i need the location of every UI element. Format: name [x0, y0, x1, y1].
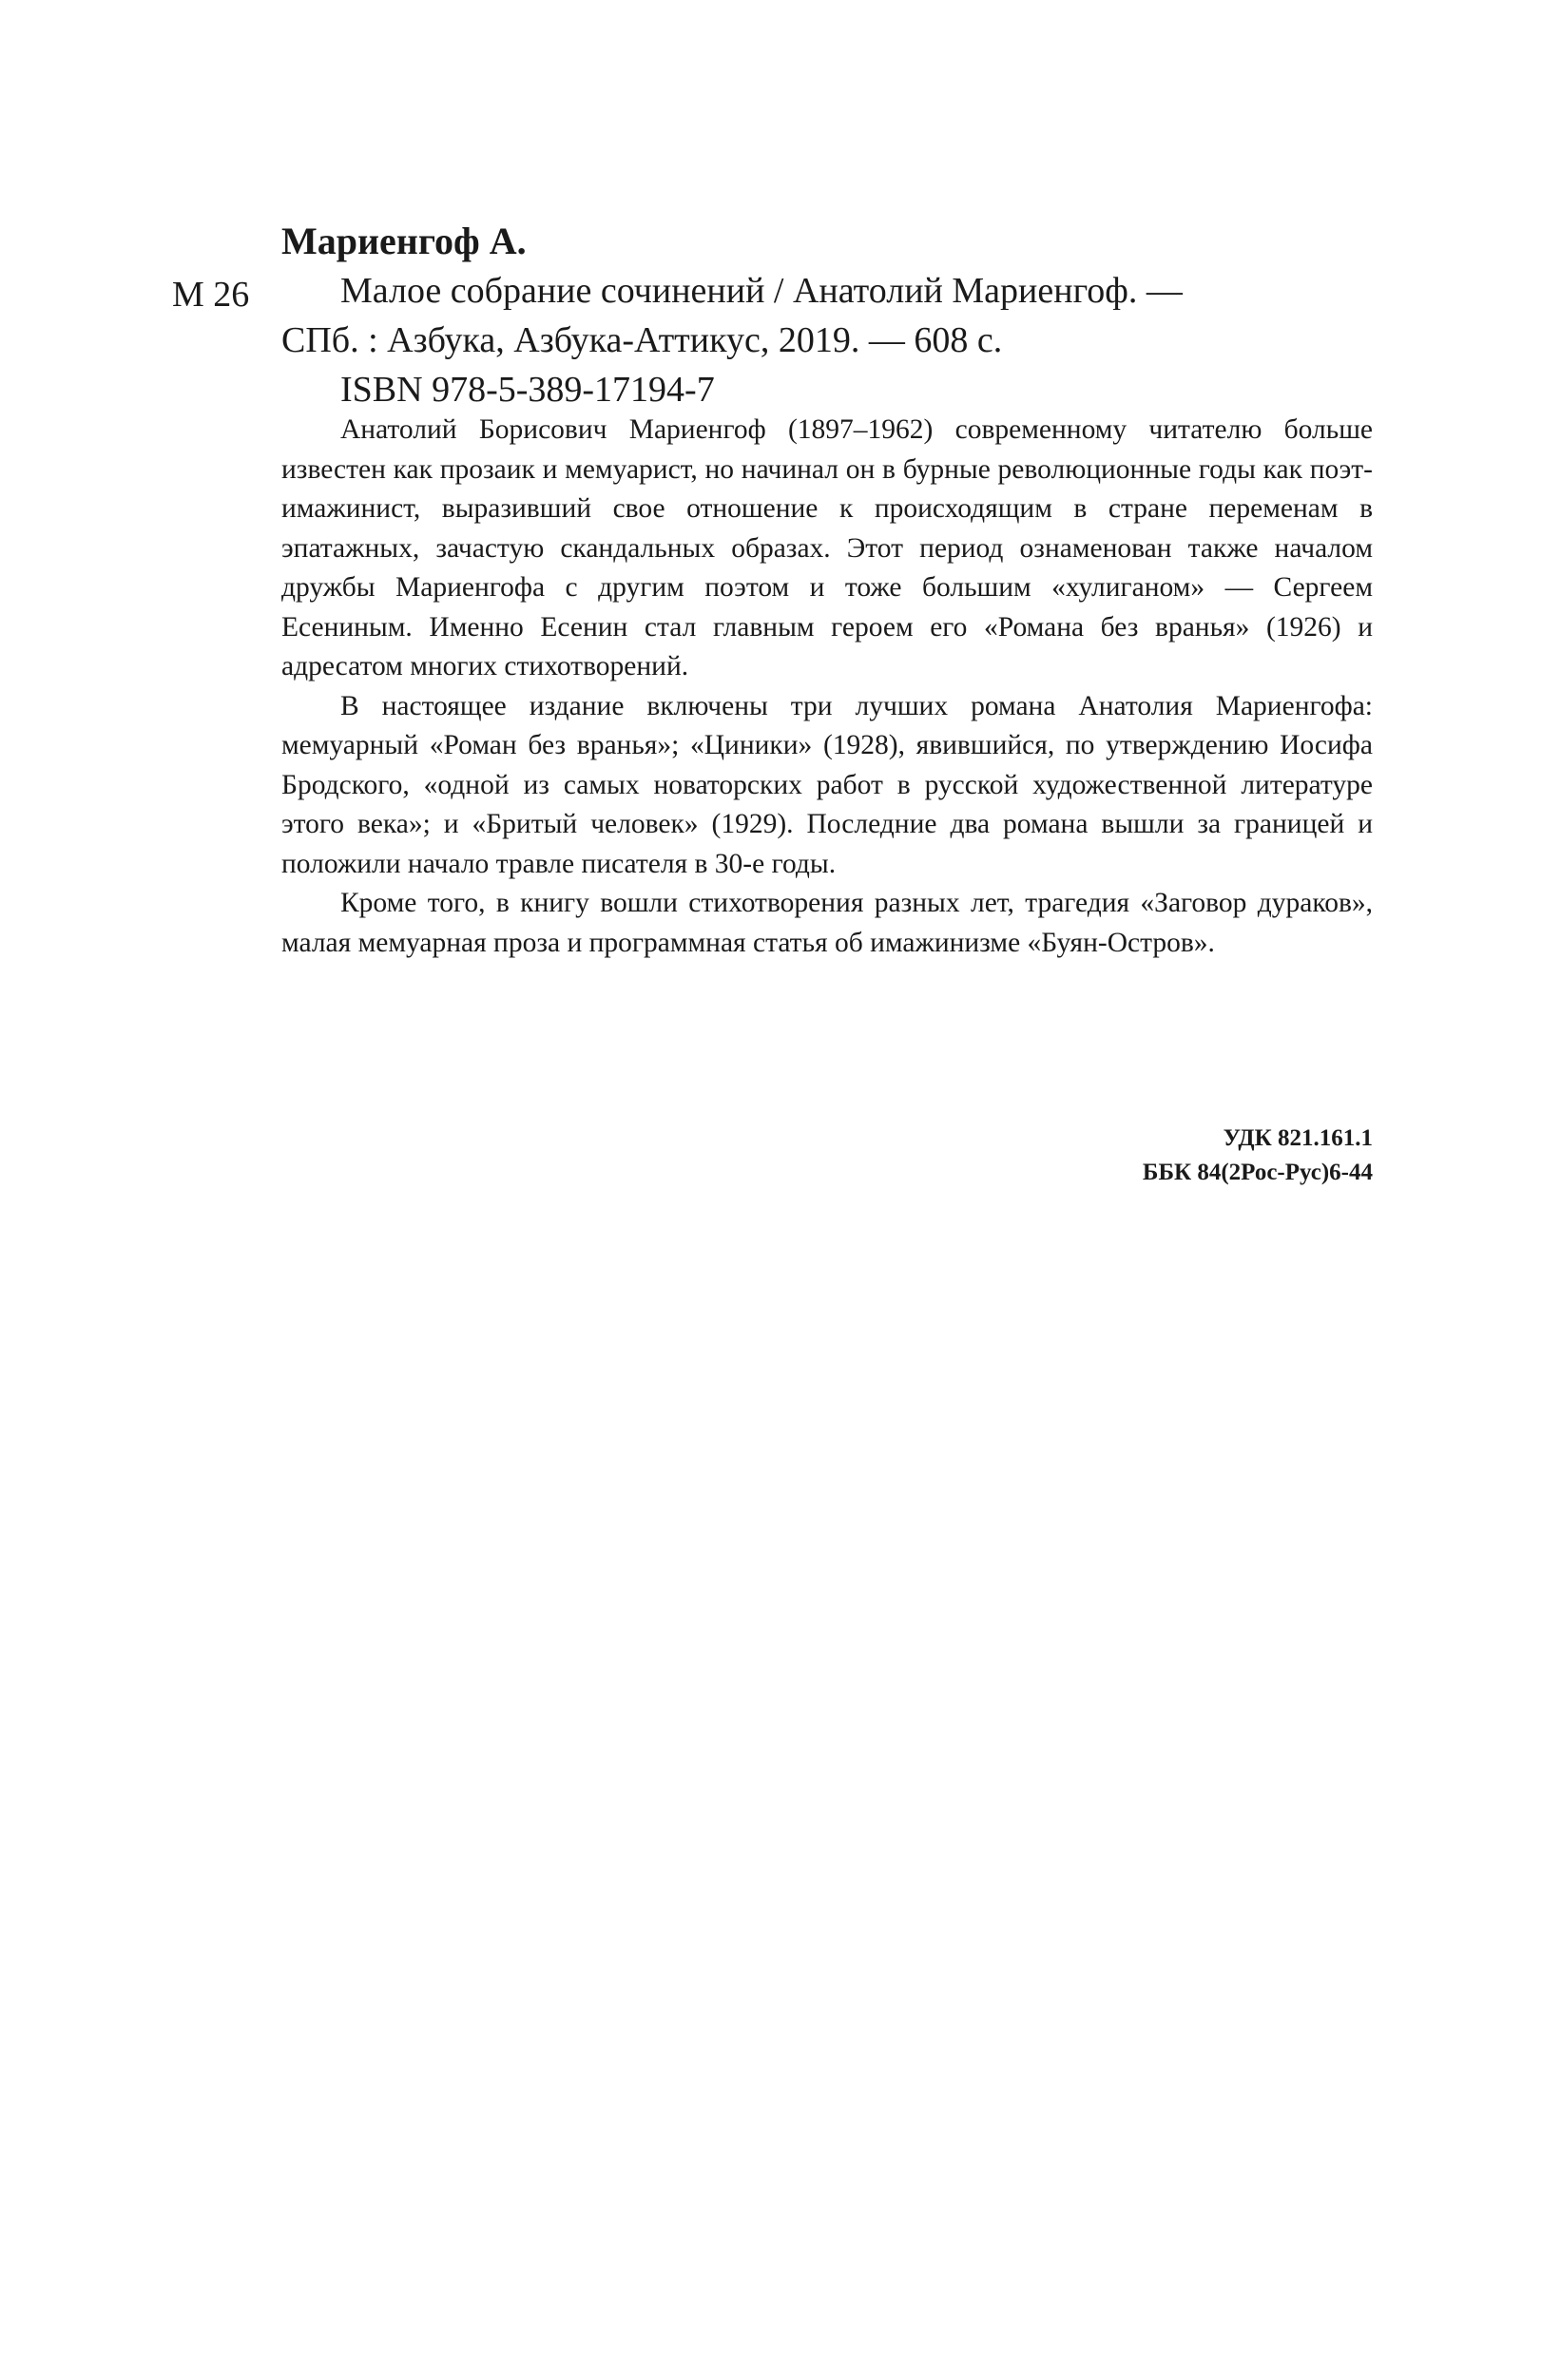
bibliographic-description [281, 266, 1384, 414]
bbk-code: ББК 84(2Рос-Рус)6-44 [1142, 1160, 1373, 1185]
isbn-line: ISBN 978-5-389-17194-7 [340, 370, 715, 410]
author-index-code: М 26 [172, 275, 250, 315]
publication-statement-line: СПб. : Азбука, Азбука-Аттикус, 2019. — 608 с. [281, 320, 1003, 360]
annotation-paragraph: Анатолий Борисович Мариенгоф (1897–1962) современному читателю больше известен как прозаик и мемуарист, но начинал он в бурные революционные годы как поэт-имажинист, выразивший свое отношение к происходящим в стране переменам в эпатажных, зачастую скандальных образах. Этот период ознаменован также началом дружбы Мариенгофа с другим поэтом и тоже большим «хулиганом» — Сергеем Есениным. Именно Есенин стал главным героем его «Романа без вранья» (1926) и адресатом многих стихотворений. [281, 414, 1373, 681]
title-statement-line: Малое собрание сочинений / Анатолий Мариенгоф. — [340, 271, 1183, 311]
classification-codes [951, 1122, 1373, 1190]
author-heading: Мариенгоф А. [281, 220, 527, 262]
annotation-paragraph: Кроме того, в книгу вошли стихотворения разных лет, трагедия «Заговор дураков», малая мемуарная проза и программная статья об имажинизме «Буян-Остров». [281, 888, 1373, 958]
annotation-paragraph: В настоящее издание включены три лучших романа Анатолия Мариенгофа: мемуарный «Роман без вранья»; «Циники» (1928), явившийся, по утверждению Иосифа Бродского, «одной из самых новаторских работ в русской художественной литературе этого века»; и «Бритый человек» (1929). Последние два романа вышли за границей и положили начало травле писателя в 30-е годы. [281, 690, 1373, 879]
annotation [281, 411, 1373, 963]
udk-code: УДК 821.161.1 [1223, 1125, 1373, 1151]
